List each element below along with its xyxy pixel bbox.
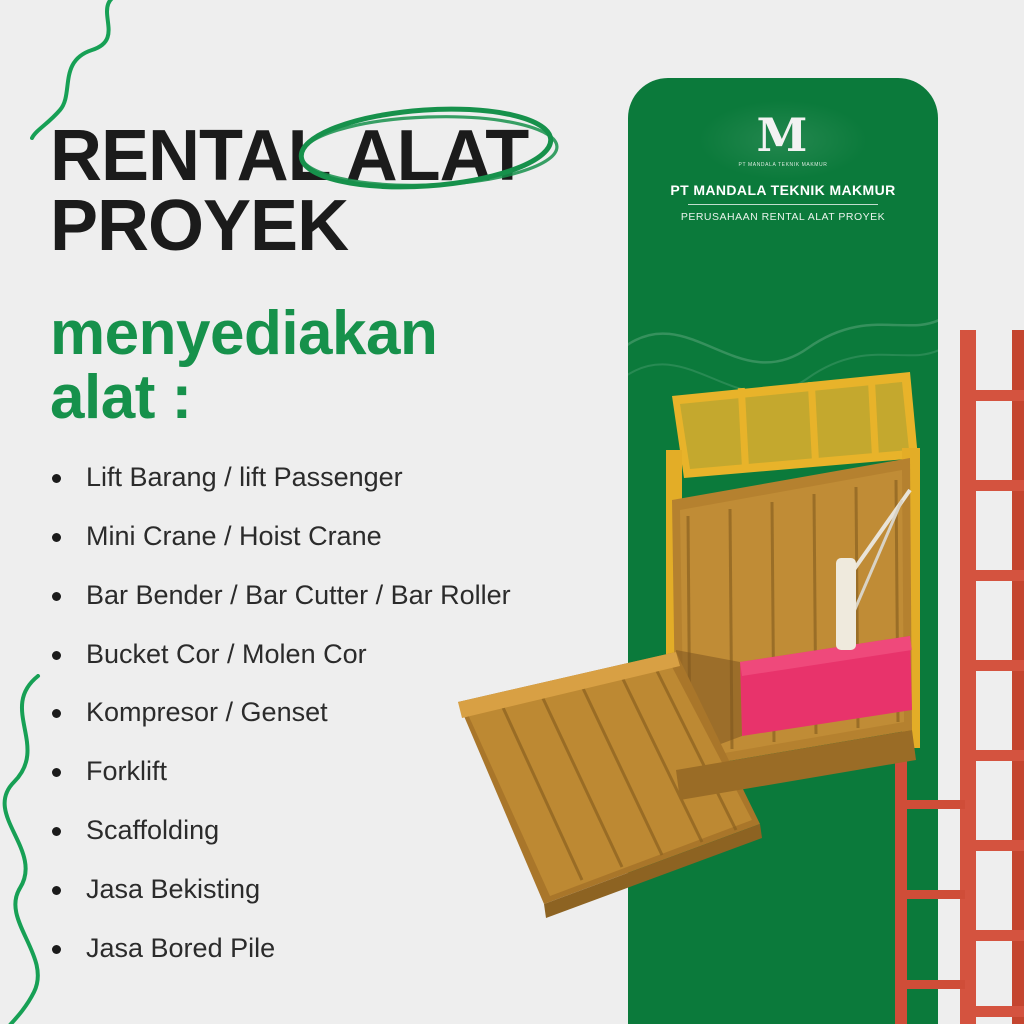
headline-block: [50, 116, 650, 266]
company-logo: [698, 100, 868, 180]
logo-caption: PT MANDALA TEKNIK MAKMUR: [738, 162, 828, 168]
list-item: Mini Crane / Hoist Crane: [48, 521, 648, 553]
list-item: Forklift: [48, 756, 648, 788]
list-item: Scaffolding: [48, 815, 648, 847]
brand-divider: [688, 204, 878, 205]
hoist-lift-cage-photo: [440, 330, 1024, 1024]
list-item: Bar Bender / Bar Cutter / Bar Roller: [48, 580, 648, 612]
headline-line-1: [50, 116, 650, 196]
subheadline-line-2: alat :: [50, 363, 192, 433]
logo-monogram: M: [756, 108, 810, 162]
list-item: Bucket Cor / Molen Cor: [48, 639, 648, 671]
list-item: Jasa Bored Pile: [48, 933, 648, 965]
company-tagline: PERUSAHAAN RENTAL ALAT PROYEK: [680, 211, 886, 223]
yellow-top-frame: [672, 372, 918, 478]
list-item: Lift Barang / lift Passenger: [48, 462, 648, 494]
headline-line-2: PROYEK: [50, 185, 349, 266]
subheadline-line-1: menyediakan: [50, 299, 438, 368]
headline-text-alat: ALAT: [345, 116, 529, 196]
list-item: Jasa Bekisting: [48, 874, 648, 906]
company-name: PT MANDALA TEKNIK MAKMUR: [670, 182, 896, 198]
list-item: Kompresor / Genset: [48, 697, 648, 729]
headline-text-rental: RENTAL: [50, 116, 346, 196]
